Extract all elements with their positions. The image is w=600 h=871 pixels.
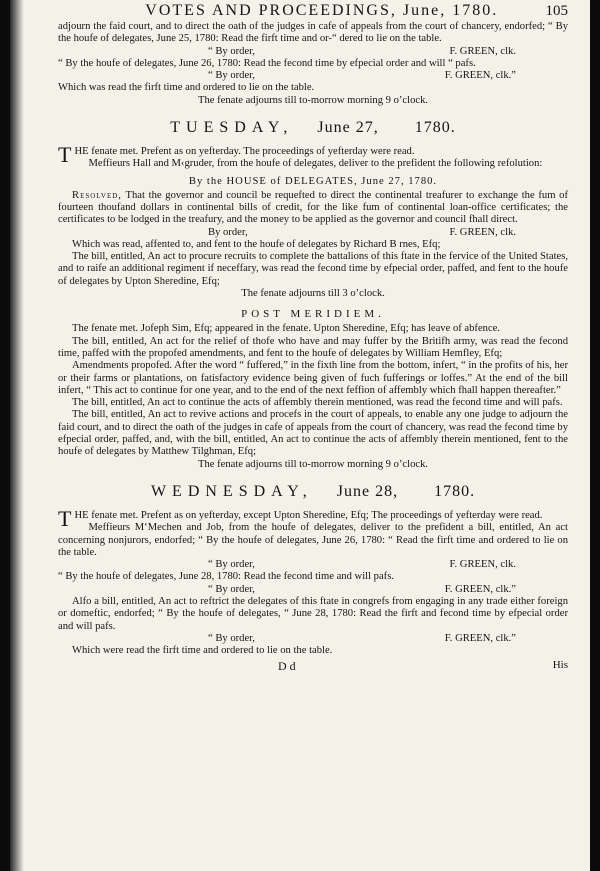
by-order-label: “ By order, xyxy=(208,45,255,57)
day-date: June 28, xyxy=(336,482,399,500)
day-year: 1780. xyxy=(414,119,456,137)
by-order-label: “ By order, xyxy=(208,632,255,644)
wednesday-heading xyxy=(58,483,568,501)
paragraph: Which was read, affented to, and fent to the houfe of delegates by Richard B rnes, Efq; xyxy=(72,238,441,250)
signature-line xyxy=(58,559,568,571)
by-order-label: “ By order, xyxy=(208,559,255,571)
paragraph: Meffieurs M‘Mechen and Job, from the houfe of delegates, deliver to the prefident a bill, entitled, An act concerning nonjurors, endorfed; “ By the houfe of delegates, June 26, 1780: “ Read the firft time and ordered to lie on the table. xyxy=(58,522,568,558)
adjourn-notice: The fenate adjourns till 3 o’clock. xyxy=(241,288,385,300)
page-number: 105 xyxy=(545,3,568,19)
by-order-label: “ By order, xyxy=(208,70,255,82)
paragraph: The bill, entitled, An act to revive actions and procefs in the court of appeals, to enable any one judge to adjourn the faid court, and to direct the oath of the judges in cafe of appeals from the court of chancery, was read the fecond time by efpecial order, paffed, and, with the bill, entitled, An act to continue the acts of affembly therein mentioned, fent to the houfe of delegates by Matthew Tilghman, Efq; xyxy=(58,409,568,458)
paragraph: The fenate met. Jofeph Sim, Efq; appeared in the fenate. Upton Sheredine, Efq; has leave of abfence. xyxy=(72,323,500,335)
resolved-label: Resolved, xyxy=(72,189,122,201)
clerk-signature: F. GREEN, clk. xyxy=(449,45,516,57)
clerk-signature: F. GREEN, clk.” xyxy=(444,70,516,82)
drop-cap: T xyxy=(58,505,72,531)
day-name: WEDNESDAY, xyxy=(150,482,313,500)
signature-line xyxy=(58,584,568,596)
by-order-label: “ By order, xyxy=(208,583,255,595)
adjourn-notice: The fenate adjourns till to-morrow morning 9 o’clock. xyxy=(197,94,429,106)
catchword: His xyxy=(552,659,568,672)
paragraph: The bill, entitled, An act to continue the acts of affembly therein mentioned, was read the fecond time and will pafs. xyxy=(72,397,563,409)
second-reading-text: “ By the houfe of delegates, June 26, 1780: Read the fecond time by efpecial order and will “ pafs. xyxy=(58,57,476,69)
opening-text: HE fenate met. Prefent as on yefterday. The proceedings of yefterday were read. xyxy=(74,146,415,158)
signature-line xyxy=(58,46,568,58)
running-head xyxy=(58,2,568,20)
house-of-delegates-line: By the HOUSE of DELEGATES, June 27, 1780. xyxy=(188,175,438,187)
carryover-text: adjourn the faid court, and to direct the oath of the judges in cafe of appeals from the court of chancery, endorfed; “ By the houfe of delegates, June 25, 1780: Read the firft time and or-“ dered to lie on the table. xyxy=(58,21,568,45)
page-footer xyxy=(58,659,568,674)
signature-line xyxy=(58,227,568,239)
second-reading-text: “ By the houfe of delegates, June 28, 1780: Read the fecond time and will pafs. xyxy=(58,571,394,583)
adjourn-notice: The fenate adjourns till to-morrow morning 9 o’clock. xyxy=(197,458,429,470)
paragraph: The bill, entitled, An act to procure recruits to complete the battalions of this ftate in the fervice of the United States, and to raife an additional regiment if neceffary, was read the fecond time by efpecial order, paffed, and fent to the houfe of delegates by Upton Sheredine, Efq; xyxy=(58,251,568,287)
binding-shadow xyxy=(10,0,24,871)
opening-text: HE fenate met. Prefent as on yefterday, except Upton Sheredine, Efq; The proceedings of yefterday were read. xyxy=(74,509,543,521)
paragraph: Which were read the firft time and ordered to lie on the table. xyxy=(72,645,333,657)
signature-line xyxy=(58,633,568,645)
signature-line xyxy=(58,70,568,82)
paragraph: The bill, entitled, An act for the relief of thofe who have and may fuffer by the Britifh army, was read the fecond time, paffed with the propofed amendments, and fent to the houfe of delegates by William Hemfley, Efq; xyxy=(58,335,568,359)
clerk-signature: F. GREEN, clk. xyxy=(449,226,516,238)
drop-cap: T xyxy=(58,142,72,168)
running-head-title: VOTES AND PROCEEDINGS, June, 1780. xyxy=(145,2,499,19)
document-page xyxy=(10,0,590,871)
clerk-signature: F. GREEN, clk. xyxy=(449,559,516,571)
read-first-text: Which was read the firft time and ordered to lie on the table. xyxy=(58,82,315,94)
paragraph: Amendments propofed. After the word “ fuffered,” in the fixth line from the bottom, infert, “ in the profits of his, her or their farms or plantations, on fatisfactory evidence being given of fuch fufferings or loffes.” At the end of the bill infert, “ This act to continue for one year, and to the end of the next feffion of affembly which fhall happen thereafter.” xyxy=(58,360,568,396)
day-year: 1780. xyxy=(434,482,476,500)
paragraph: Alfo a bill, entitled, An act to reftrict the delegates of this ftate in congrefs from engaging in any trade either foreign or domeftic, endorfed; “ By the houfe of delegates, “ June 28, 1780: Read the firft and fecond time by efpecial order and will pafs. xyxy=(58,595,568,632)
clerk-signature: F. GREEN, clk.” xyxy=(444,632,516,644)
resolution-paragraph xyxy=(58,190,568,227)
wednesday-opening xyxy=(58,505,568,531)
clerk-signature: F. GREEN, clk.” xyxy=(444,583,516,595)
day-date: June 27, xyxy=(317,119,379,137)
tuesday-heading xyxy=(58,119,568,137)
paragraph: Meffieurs Hall and M‹gruder, from the houfe of delegates, deliver to the prefident the following refolution: xyxy=(88,158,543,170)
resolution-text: That the governor and council be requefted to direct the continental treafurer to exchange the fum of fourteen thoufand dollars in continental bills of credit, for the like fum of continental loan-office certificates; the certificates to be lodged in the treafury, and the money to be applied as the governor and council fhall direct. xyxy=(58,189,568,226)
by-order-label: By order, xyxy=(208,226,248,238)
day-name: TUESDAY, xyxy=(170,119,294,137)
post-meridiem-heading: POST MERIDIEM. xyxy=(241,308,385,321)
signature-mark: D d xyxy=(278,659,296,674)
